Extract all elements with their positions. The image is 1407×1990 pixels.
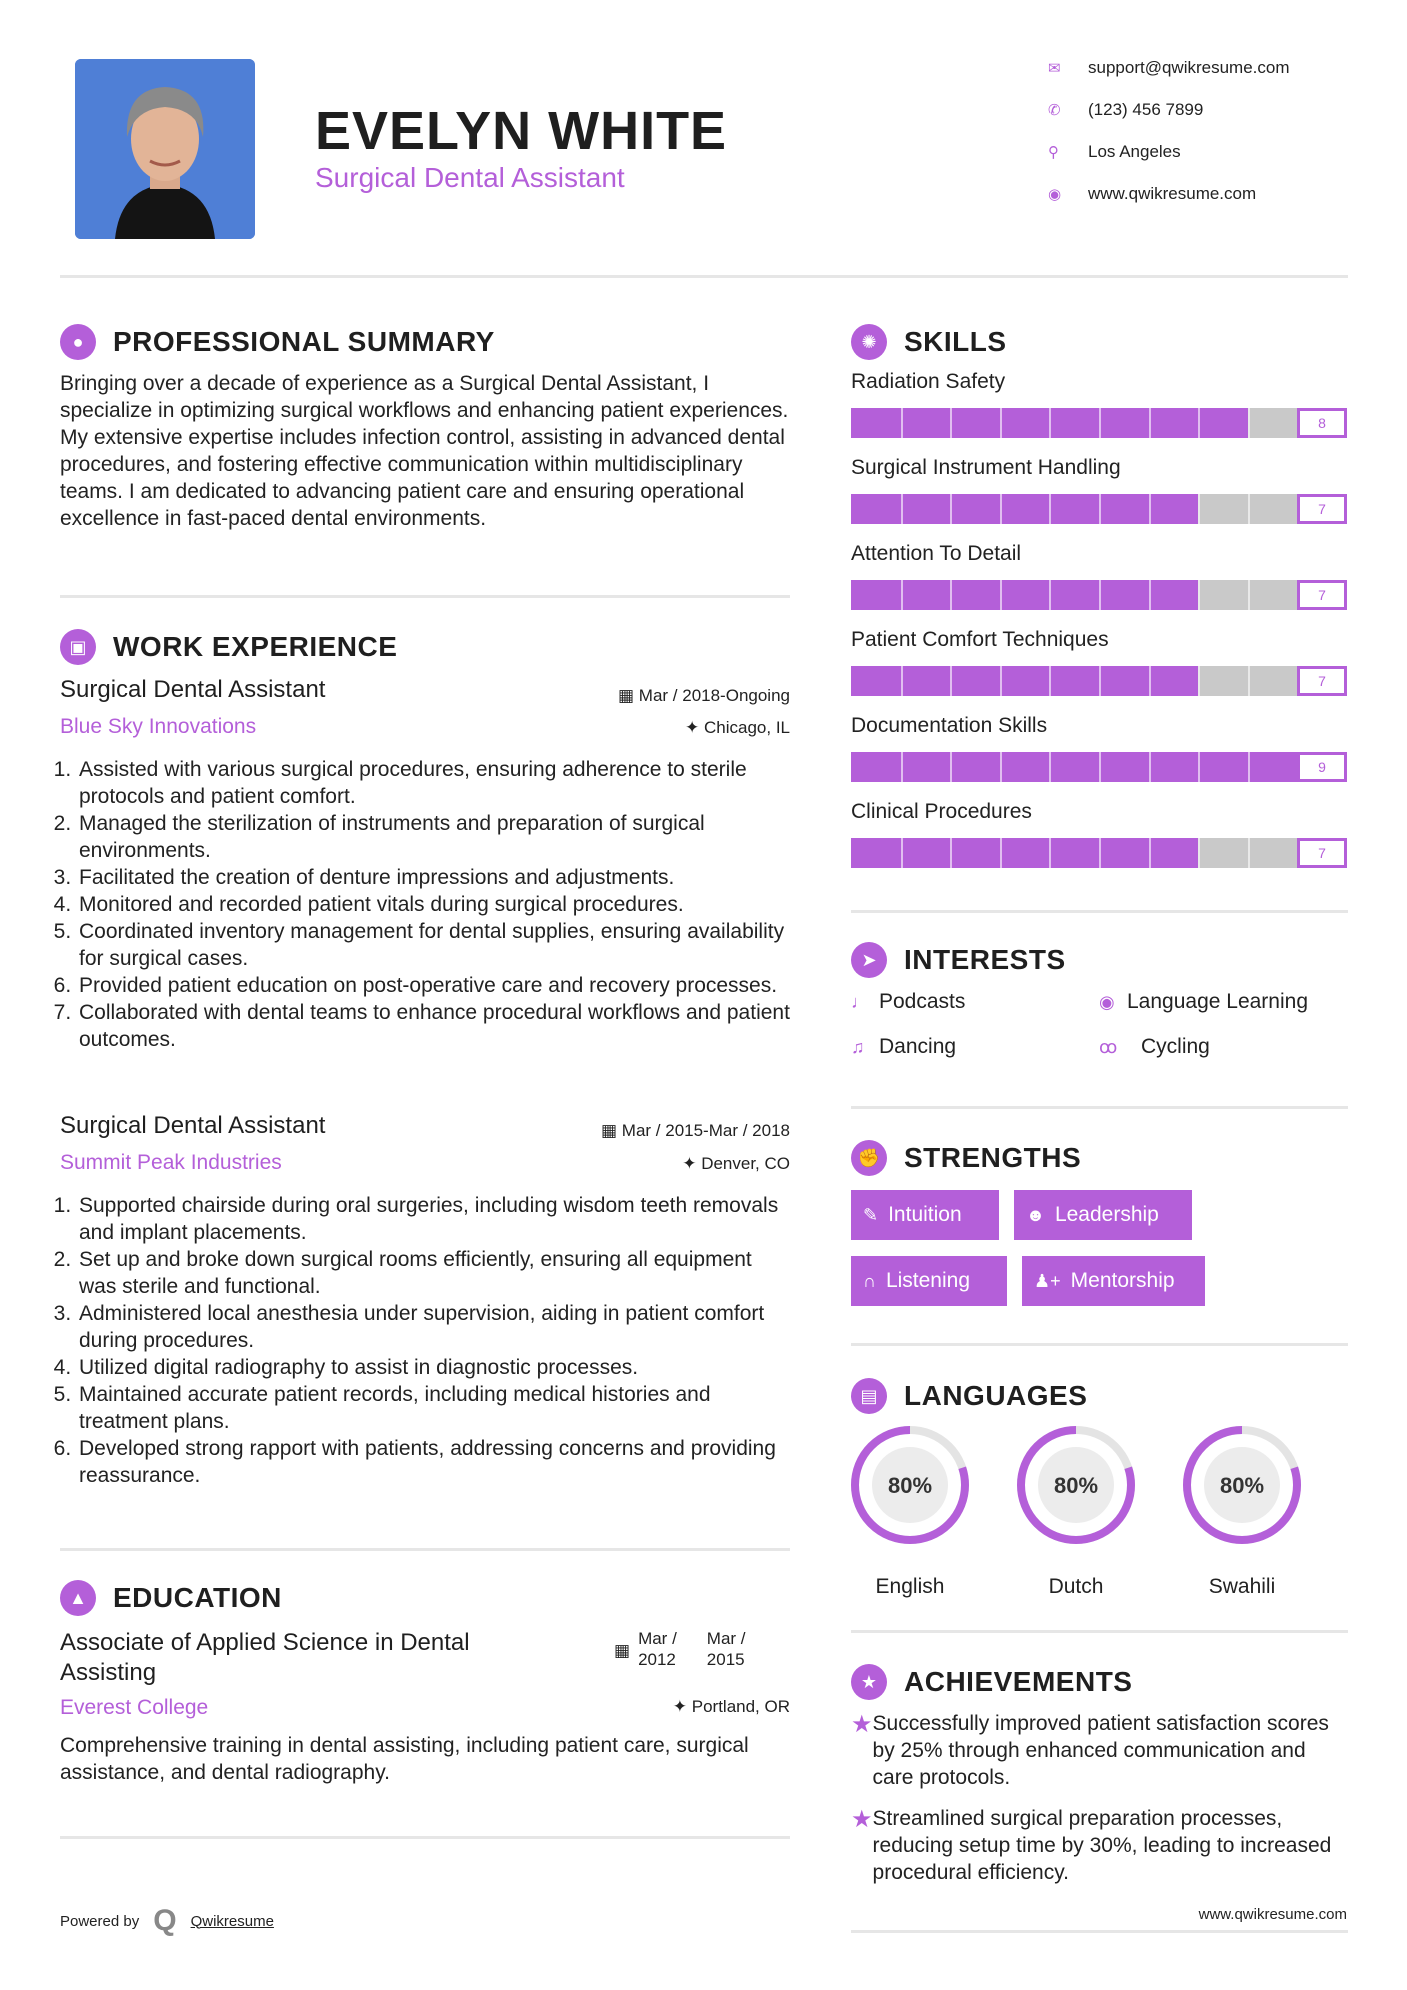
skill-tick: [1149, 494, 1151, 524]
powered-by[interactable]: [60, 1904, 274, 1938]
contact-phone-text: (123) 456 7899: [1088, 100, 1204, 119]
footer-url[interactable]: www.qwikresume.com: [1198, 1906, 1347, 1923]
list-item: 1. Supported chairside during oral surgeries, including wisdom teeth removals and implant placements.: [77, 1192, 792, 1246]
strength-label: Mentorship: [1070, 1269, 1175, 1292]
interests-title: INTERESTS: [904, 944, 1066, 975]
skill-item: [851, 714, 1351, 800]
skill-tick: [950, 494, 952, 524]
skill-item: [851, 628, 1351, 714]
pushpin-icon: ✦: [682, 1154, 702, 1173]
qwikresume-logo-icon: Q: [153, 1904, 177, 1937]
list-item: 1. Assisted with various surgical procedures, ensuring adherence to sterile protocols and patient comfort.: [77, 756, 792, 810]
language-percent: 80%: [1219, 1473, 1265, 1498]
headphones-icon: ∩: [863, 1270, 876, 1291]
footer-divider: [851, 1930, 1348, 1933]
language-ring: [849, 1424, 971, 1546]
job-2-company: Summit Peak Industries: [60, 1151, 282, 1174]
skill-tick: [1149, 838, 1151, 868]
powered-by-label: Powered by: [60, 1912, 140, 1930]
skill-item: [851, 542, 1351, 628]
globe-icon: ◉: [1048, 186, 1062, 203]
education-date-end-b: 2015: [706, 1650, 745, 1669]
strength-label: Listening: [885, 1269, 970, 1292]
skill-label: Attention To Detail: [851, 542, 1022, 565]
interest-cycling: [1099, 1035, 1210, 1059]
skill-bar: [851, 752, 1351, 782]
language-ring: [1015, 1424, 1137, 1546]
magic-wand-icon: ✎: [863, 1204, 879, 1225]
raised-fist-icon: ✊: [851, 1140, 887, 1176]
list-item: 7. Collaborated with dental teams to enhance procedural workflows and patient outcomes.: [77, 999, 792, 1053]
skill-tick: [1149, 752, 1151, 782]
list-item: 3. Administered local anesthesia under supervision, aiding in patient comfort during procedures.: [77, 1300, 792, 1354]
education-school: Everest College: [60, 1696, 209, 1719]
skill-tick: [1049, 580, 1051, 610]
skill-tick: [1000, 494, 1002, 524]
strength-chip-mentorship: [1022, 1256, 1205, 1306]
list-item: 2. Set up and broke down surgical rooms efficiently, ensuring all equipment was sterile and functional.: [77, 1246, 792, 1300]
job-2-location-text: Denver, CO: [701, 1154, 790, 1173]
skill-tick: [901, 580, 903, 610]
skill-track: [851, 580, 1297, 610]
skill-tick: [1000, 408, 1002, 438]
education-dates: [614, 1628, 746, 1670]
list-item: 4. Utilized digital radiography to assist in diagnostic processes.: [77, 1354, 792, 1381]
contact-website-text: www.qwikresume.com: [1088, 184, 1257, 203]
skill-tick: [950, 752, 952, 782]
skill-item: [851, 800, 1351, 886]
contact-location-text: Los Angeles: [1088, 142, 1181, 161]
skill-tick: [1049, 666, 1051, 696]
education-text: Comprehensive training in dental assisting, including patient care, surgical assistance, and dental radiography.: [60, 1734, 749, 1784]
skill-tick: [1099, 580, 1101, 610]
interest-label: Podcasts: [879, 990, 966, 1013]
language-item: [849, 1424, 971, 1599]
list-item: 5. Maintained accurate patient records, including medical histories and treatment plans.: [77, 1381, 792, 1435]
language-label: Dutch: [1048, 1575, 1104, 1598]
education-degree-line2: Assisting: [60, 1659, 157, 1686]
music-note-icon: ♫: [851, 1036, 865, 1057]
skill-tick: [1000, 666, 1002, 696]
skill-tick: [1198, 666, 1200, 696]
education-date-start-b: 2012: [638, 1650, 676, 1669]
job-1-dates: [560, 686, 790, 706]
skill-tick: [901, 752, 903, 782]
skill-tick: [1198, 752, 1200, 782]
skill-track: [851, 494, 1297, 524]
strength-label: Intuition: [888, 1203, 962, 1226]
list-item: 6. Provided patient education on post-operative care and recovery processes.: [77, 972, 792, 999]
skill-label: Patient Comfort Techniques: [851, 628, 1109, 651]
interests-divider: [851, 1106, 1348, 1109]
strength-chip-leadership: [1014, 1190, 1192, 1240]
skill-tick: [1248, 408, 1250, 438]
education-location-text: Portland, OR: [691, 1697, 790, 1716]
list-item: 3. Facilitated the creation of denture impressions and adjustments.: [77, 864, 792, 891]
skill-tick: [1049, 408, 1051, 438]
skills-heading: [851, 324, 1007, 360]
education-divider: [60, 1836, 790, 1839]
list-item: 5. Coordinated inventory management for dental supplies, ensuring availability for surgical cases.: [77, 918, 792, 972]
achievement-1: [851, 1710, 1351, 1791]
contact-email[interactable]: [1048, 58, 1290, 78]
avatar-portrait-icon: [75, 59, 255, 239]
summary-heading: [60, 324, 495, 360]
briefcase-icon: ▣: [60, 629, 96, 665]
skill-tick: [1198, 838, 1200, 868]
skill-tick: [1198, 408, 1200, 438]
profile-photo: [75, 59, 255, 239]
phone-icon: ✆: [1048, 102, 1061, 119]
strength-chip-listening: [851, 1256, 1007, 1306]
strengths-divider: [851, 1343, 1348, 1346]
pushpin-icon: ✦: [672, 1697, 692, 1716]
skill-item: [851, 456, 1351, 542]
job-1-dates-text: Mar / 2018-Ongoing: [638, 686, 790, 705]
languages-divider: [851, 1630, 1348, 1633]
skill-score: 8: [1297, 408, 1347, 438]
language-card-icon: ▤: [851, 1378, 887, 1414]
skill-score: 7: [1297, 838, 1347, 868]
skill-tick: [1099, 752, 1101, 782]
skill-tick: [1248, 494, 1250, 524]
experience-heading: [60, 629, 397, 665]
job-1-duties: [57, 756, 792, 1053]
achievement-2: [851, 1805, 1351, 1886]
education-degree: [60, 1628, 580, 1688]
interests-heading: [851, 942, 1066, 978]
education-degree-line1: Associate of Applied Science in Dental: [60, 1629, 470, 1656]
paper-plane-icon: ➤: [851, 942, 887, 978]
contact-email-text: support@qwikresume.com: [1088, 58, 1290, 77]
achievement-text: Streamlined surgical preparation processes, reducing setup time by 30%, leading to increased procedural efficiency.: [872, 1807, 1332, 1884]
job-2-dates-text: Mar / 2015-Mar / 2018: [621, 1121, 790, 1140]
header-divider: [60, 275, 1348, 278]
skill-tick: [950, 580, 952, 610]
skill-track: [851, 752, 1297, 782]
language-label: English: [875, 1575, 945, 1598]
strength-chip-intuition: [851, 1190, 999, 1240]
skill-tick: [901, 838, 903, 868]
candidate-role: Surgical Dental Assistant: [315, 162, 625, 193]
skill-fill: [851, 494, 1198, 524]
job-1-location-text: Chicago, IL: [704, 718, 790, 737]
skill-bar: [851, 580, 1351, 610]
job-2-location: [560, 1154, 790, 1174]
experience-divider: [60, 1548, 790, 1551]
skill-tick: [1149, 666, 1151, 696]
education-location: [560, 1697, 790, 1717]
contact-location: [1048, 142, 1181, 162]
skill-bar: [851, 666, 1351, 696]
skill-tick: [1099, 494, 1101, 524]
envelope-icon: ✉: [1048, 60, 1061, 77]
globe-icon: ◉: [1099, 991, 1115, 1012]
skill-tick: [950, 666, 952, 696]
languages-title: LANGUAGES: [904, 1380, 1088, 1411]
summary-divider: [60, 595, 790, 598]
calendar-icon: ▦: [618, 686, 639, 705]
interest-label: Cycling: [1141, 1035, 1210, 1058]
skill-label: Clinical Procedures: [851, 800, 1032, 823]
job-2-title: Surgical Dental Assistant: [60, 1112, 326, 1139]
achievement-text: Successfully improved patient satisfaction scores by 25% through enhanced communication and care protocols.: [872, 1712, 1329, 1789]
skill-fill: [851, 838, 1198, 868]
skill-tick: [1099, 408, 1101, 438]
skill-tick: [1248, 752, 1250, 782]
summary-title: PROFESSIONAL SUMMARY: [113, 326, 495, 357]
achievements-title: ACHIEVEMENTS: [904, 1666, 1133, 1697]
list-item: 2. Managed the sterilization of instruments and preparation of surgical environments.: [77, 810, 792, 864]
powered-by-brand-link[interactable]: Qwikresume: [190, 1912, 274, 1930]
job-1-title: Surgical Dental Assistant: [60, 676, 326, 703]
experience-title: WORK EXPERIENCE: [113, 631, 398, 662]
skill-score: 7: [1297, 666, 1347, 696]
summary-text: Bringing over a decade of experience as a Surgical Dental Assistant, I specialize in optimizing surgical workflows and enhancing patient experiences. My extensive expertise includes infection control, assisting in advanced dental procedures, and fostering effective communication within multidisciplinary teams. I am dedicated to advancing patient care and ensuring operational excellence in fast-paced dental environments.: [60, 372, 789, 530]
skill-tick: [1198, 580, 1200, 610]
language-percent: 80%: [887, 1473, 933, 1498]
skill-tick: [1099, 838, 1101, 868]
graduation-cap-icon: ▲: [60, 1580, 96, 1616]
strengths-title: STRENGTHS: [904, 1142, 1082, 1173]
skill-tick: [1000, 580, 1002, 610]
contact-phone[interactable]: [1048, 100, 1203, 120]
interest-language-learning: [1099, 990, 1308, 1014]
skills-list: [851, 370, 1351, 886]
education-title: EDUCATION: [113, 1582, 282, 1613]
calendar-icon: ▦: [601, 1121, 622, 1140]
skill-tick: [950, 838, 952, 868]
group-icon: ☻: [1026, 1204, 1045, 1225]
list-item: 4. Monitored and recorded patient vitals during surgical procedures.: [77, 891, 792, 918]
education-date-start-a: Mar /: [638, 1629, 677, 1648]
skill-fill: [851, 752, 1297, 782]
skill-item: [851, 370, 1351, 456]
calendar-icon: ▦: [614, 1641, 631, 1660]
education-date-end-a: Mar /: [706, 1629, 746, 1648]
skill-bar: [851, 494, 1351, 524]
skill-score: 7: [1297, 580, 1347, 610]
skill-tick: [1000, 752, 1002, 782]
languages-heading: [851, 1378, 1087, 1414]
skill-tick: [1198, 494, 1200, 524]
language-percent: 80%: [1053, 1473, 1099, 1498]
skill-tick: [1149, 408, 1151, 438]
location-pin-icon: ⚲: [1048, 144, 1059, 161]
pushpin-icon: ✦: [685, 718, 704, 737]
lightbulb-icon: ✺: [851, 324, 887, 360]
skill-tick: [1049, 838, 1051, 868]
microphone-icon: ♩: [851, 991, 869, 1012]
skill-tick: [1099, 666, 1101, 696]
skill-track: [851, 838, 1297, 868]
star-badge-icon: ★: [851, 1664, 887, 1700]
job-1-company: Blue Sky Innovations: [60, 715, 257, 738]
interest-label: Language Learning: [1127, 990, 1309, 1013]
shooting-star-icon: ★: [851, 1806, 873, 1833]
skill-track: [851, 666, 1297, 696]
skill-bar: [851, 838, 1351, 868]
skill-tick: [1248, 666, 1250, 696]
skill-fill: [851, 580, 1198, 610]
list-item: 6. Developed strong rapport with patients, addressing concerns and providing reassurance.: [77, 1435, 792, 1489]
skill-tick: [901, 666, 903, 696]
bicycle-icon: ꝏ: [1099, 1036, 1118, 1057]
skill-label: Documentation Skills: [851, 714, 1048, 737]
skill-tick: [1049, 752, 1051, 782]
skill-score: 9: [1297, 752, 1347, 782]
languages-row: [849, 1424, 1349, 1598]
interest-dancing: [851, 1035, 956, 1059]
skill-fill: [851, 666, 1198, 696]
skill-score: 7: [1297, 494, 1347, 524]
language-label: Swahili: [1208, 1575, 1276, 1598]
user-icon: ●: [60, 324, 96, 360]
skill-track: [851, 408, 1297, 438]
skill-tick: [950, 408, 952, 438]
job-2-duties: [57, 1192, 792, 1489]
skill-tick: [1149, 580, 1151, 610]
skill-tick: [1248, 580, 1250, 610]
skill-tick: [1049, 494, 1051, 524]
user-plus-icon: ♟+: [1034, 1270, 1061, 1291]
skill-tick: [1248, 838, 1250, 868]
skill-tick: [901, 494, 903, 524]
skill-tick: [1000, 838, 1002, 868]
job-2-dates: [540, 1121, 790, 1141]
achievements-heading: [851, 1664, 1132, 1700]
skill-bar: [851, 408, 1351, 438]
interest-podcasts: [851, 990, 965, 1014]
skill-tick: [901, 408, 903, 438]
job-1-location: [560, 718, 790, 738]
language-item: [1015, 1424, 1137, 1599]
strength-label: Leadership: [1054, 1203, 1159, 1226]
skill-label: Surgical Instrument Handling: [851, 456, 1121, 479]
education-heading: [60, 1580, 282, 1616]
skill-label: Radiation Safety: [851, 370, 1006, 393]
skills-title: SKILLS: [904, 326, 1007, 357]
language-item: [1181, 1424, 1303, 1599]
skills-divider: [851, 910, 1348, 913]
shooting-star-icon: ★: [851, 1711, 873, 1738]
strengths-heading: [851, 1140, 1081, 1176]
candidate-name: EVELYN WHITE: [315, 101, 728, 161]
interest-label: Dancing: [879, 1035, 957, 1058]
language-ring: [1181, 1424, 1303, 1546]
contact-website[interactable]: [1048, 184, 1256, 204]
